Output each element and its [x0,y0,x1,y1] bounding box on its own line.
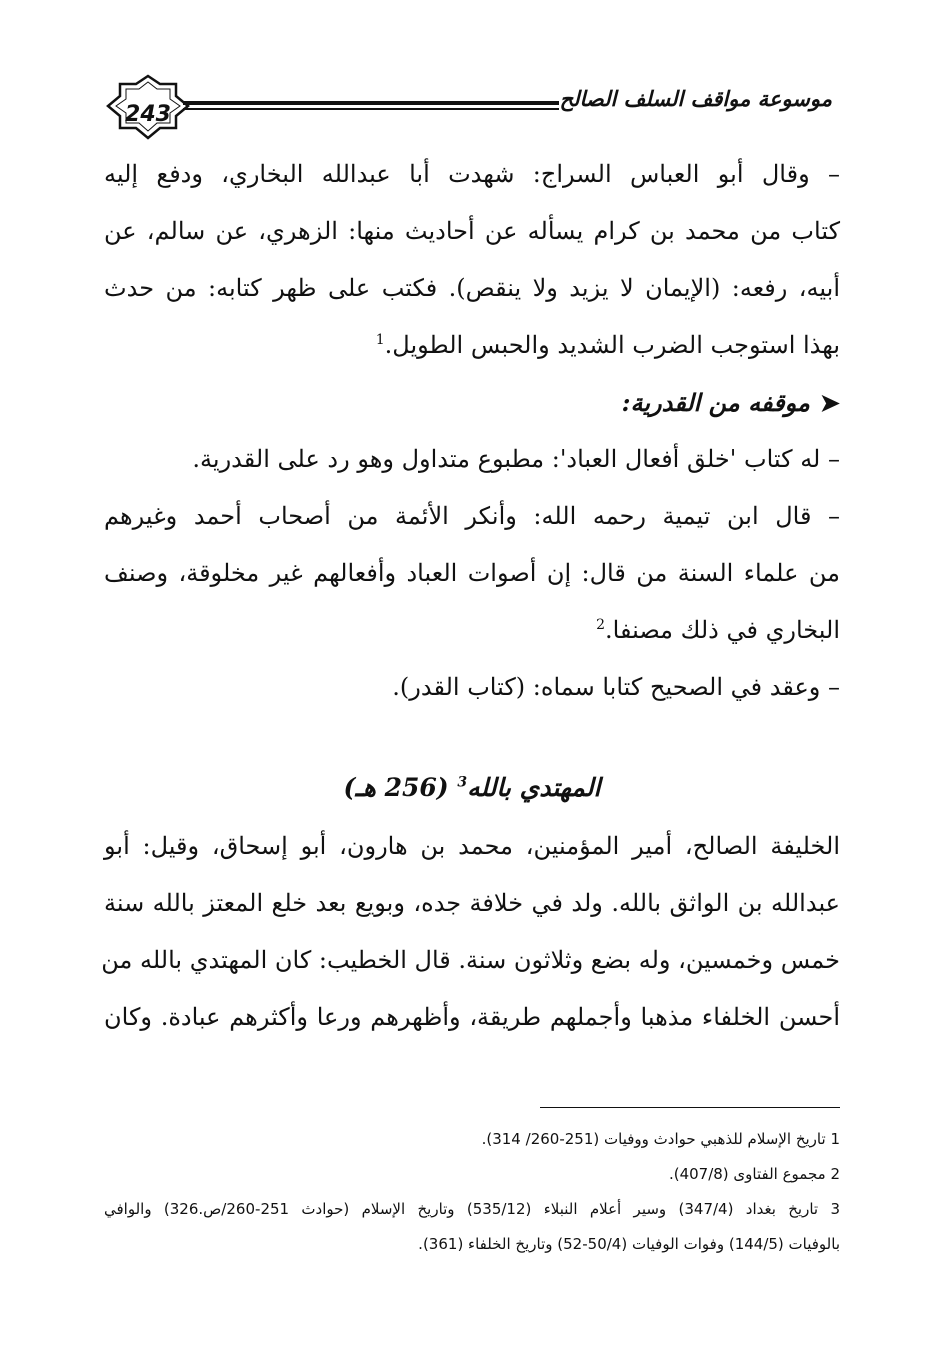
text-line: عبدالله بن الواثق بالله. ولد في خلافة جده، وبويع بعد خلع المعتز بالله سنة [104,889,841,917]
text-line [104,317,840,374]
text-line: – قال ابن تيمية رحمه الله: وأنكر الأئمة من أصحاب أحمد وغيرهم [104,502,840,530]
footnote: 3 تاريخ بغداد (347/4) وسير أعلام النبلاء (535/12) وتاريخ الإسلام (حوادث 251-260/ص.326) والوافي [104,1200,840,1218]
text-line [104,602,840,659]
footnote-ref: 3 [457,774,468,791]
text-line: من علماء السنة من قال: إن أصوات العباد وأفعالهم غير مخلوقة، وصنف [104,559,840,587]
main-text [104,146,840,716]
footnote-ref: 2 [596,617,606,633]
text-fragment: البخاري في ذلك مصنفا. [605,616,840,644]
text-line: خمس وخمسين، وله بضع وثلاثون سنة. قال الخطيب: كان المهتدي بالله من [101,946,840,974]
arrow-bullet-icon: ➤ [819,388,840,417]
text-fragment: بهذا استوجب الضرب الشديد والحبس الطويل. [384,331,840,359]
footnote: 1 تاريخ الإسلام للذهبي حوادث ووفيات (251-260/ 314). [481,1130,840,1148]
text-line: كتاب من محمد بن كرام يسأله عن أحاديث منها: الزهري، عن سالم، عن [104,217,840,245]
section-heading [104,762,840,814]
footnotes [104,1122,840,1262]
series-title: موسوعة مواقف السلف الصالح [559,86,832,111]
page-number: 243 [125,101,171,127]
footnote-ref: 1 [375,332,385,348]
footnote-divider [540,1107,840,1108]
section-year: (256 هـ) [343,773,449,802]
text-line: – له كتاب 'خلق أفعال العباد': مطبوع متداول وهو رد على القدرية. [192,445,840,473]
footnote: 2 مجموع الفتاوى (407/8). [668,1165,840,1183]
text-line: – وقال أبو العباس السراج: شهدت أبا عبدالله البخاري، ودفع إليه [104,160,840,188]
header-rule-thin [183,108,559,110]
text-line: أبيه، رفعه: (الإيمان لا يزيد ولا ينقص). فكتب على ظهر كتابه: من حدث [104,274,840,302]
text-line: أحسن الخلفاء مذهبا وأجملهم طريقة، وأظهرهم ورعا وأكثرهم عبادة. وكان [104,1003,840,1031]
text-line: الخليفة الصالح، أمير المؤمنين، محمد بن هارون، أبو إسحاق، وقيل: أبو [104,832,840,860]
sub-heading [104,374,840,431]
section-text [101,818,841,1046]
footnote: بالوفيات (144/5) وفوات الوفيات (50/4-52) وتاريخ الخلفاء (361). [418,1235,840,1253]
section-title: المهتدي بالله [467,773,601,802]
header-rule-thick [183,101,559,105]
text-line: – وعقد في الصحيح كتابا سماه: (كتاب القدر). [392,673,840,701]
page-header [0,0,927,150]
sub-heading-label: موقفه من القدرية: [621,388,810,417]
